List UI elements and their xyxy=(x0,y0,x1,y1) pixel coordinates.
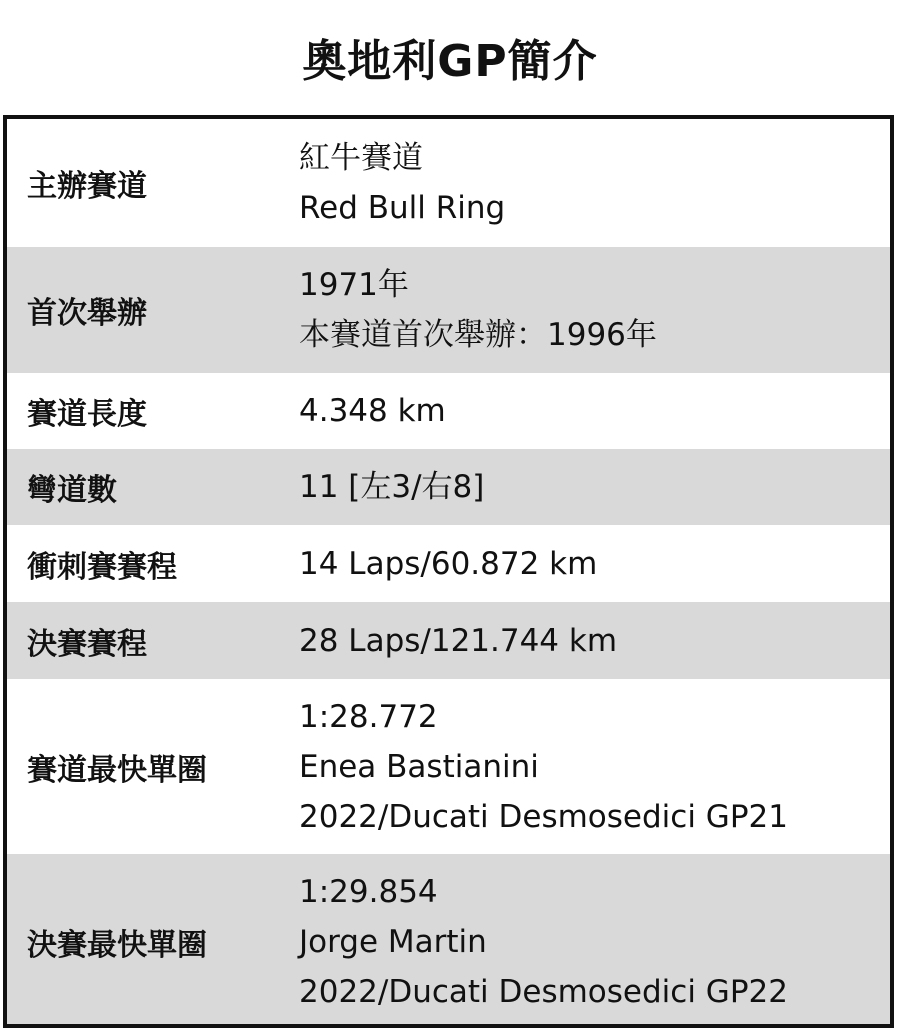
row-label: 決賽賽程 xyxy=(27,626,147,662)
table-row-first-held xyxy=(7,247,890,373)
value-line: 11 [左3/右8] xyxy=(299,469,485,505)
table-row-race-distance xyxy=(7,602,890,679)
value-line: 本賽道首次舉辦：1996年 xyxy=(299,317,657,353)
table-row-track-length xyxy=(7,373,890,449)
row-label: 首次舉辦 xyxy=(27,296,147,331)
page-title: 奧地利GP簡介 xyxy=(302,36,598,87)
row-label: 賽道長度 xyxy=(27,397,147,432)
row-label: 衝刺賽賽程 xyxy=(27,549,177,585)
row-value xyxy=(283,616,890,666)
row-label: 主辦賽道 xyxy=(27,169,147,204)
table-row-circuit-lap-record xyxy=(7,679,890,854)
value-line: 2022/Ducati Desmosedici GP22 xyxy=(299,974,788,1010)
value-line: 紅牛賽道 xyxy=(299,140,423,176)
table-row-race-fastest-lap xyxy=(7,854,890,1028)
row-label: 賽道最快單圈 xyxy=(27,752,207,788)
value-line: Red Bull Ring xyxy=(299,190,506,226)
row-value xyxy=(283,692,890,842)
row-value xyxy=(283,539,890,589)
row-value xyxy=(283,386,890,436)
row-label: 彎道數 xyxy=(27,473,117,508)
value-line: 14 Laps/60.872 km xyxy=(299,545,598,582)
row-value xyxy=(283,133,890,233)
table-row-sprint-distance xyxy=(7,525,890,602)
value-line: 1971年 xyxy=(299,267,409,303)
info-table xyxy=(3,115,894,1028)
row-value xyxy=(283,260,890,360)
value-line: 1:28.772 xyxy=(299,698,438,735)
value-line: 4.348 km xyxy=(299,393,446,429)
value-line: Jorge Martin xyxy=(299,924,487,960)
row-label: 決賽最快單圈 xyxy=(27,928,207,963)
value-line: 2022/Ducati Desmosedici GP21 xyxy=(299,798,788,835)
value-line: 1:29.854 xyxy=(299,874,438,910)
table-row-host-circuit xyxy=(7,119,890,247)
row-value xyxy=(283,462,890,512)
value-line: 28 Laps/121.744 km xyxy=(299,622,618,659)
table-row-corners xyxy=(7,449,890,525)
row-value xyxy=(283,867,890,1017)
value-line: Enea Bastianini xyxy=(299,748,539,785)
